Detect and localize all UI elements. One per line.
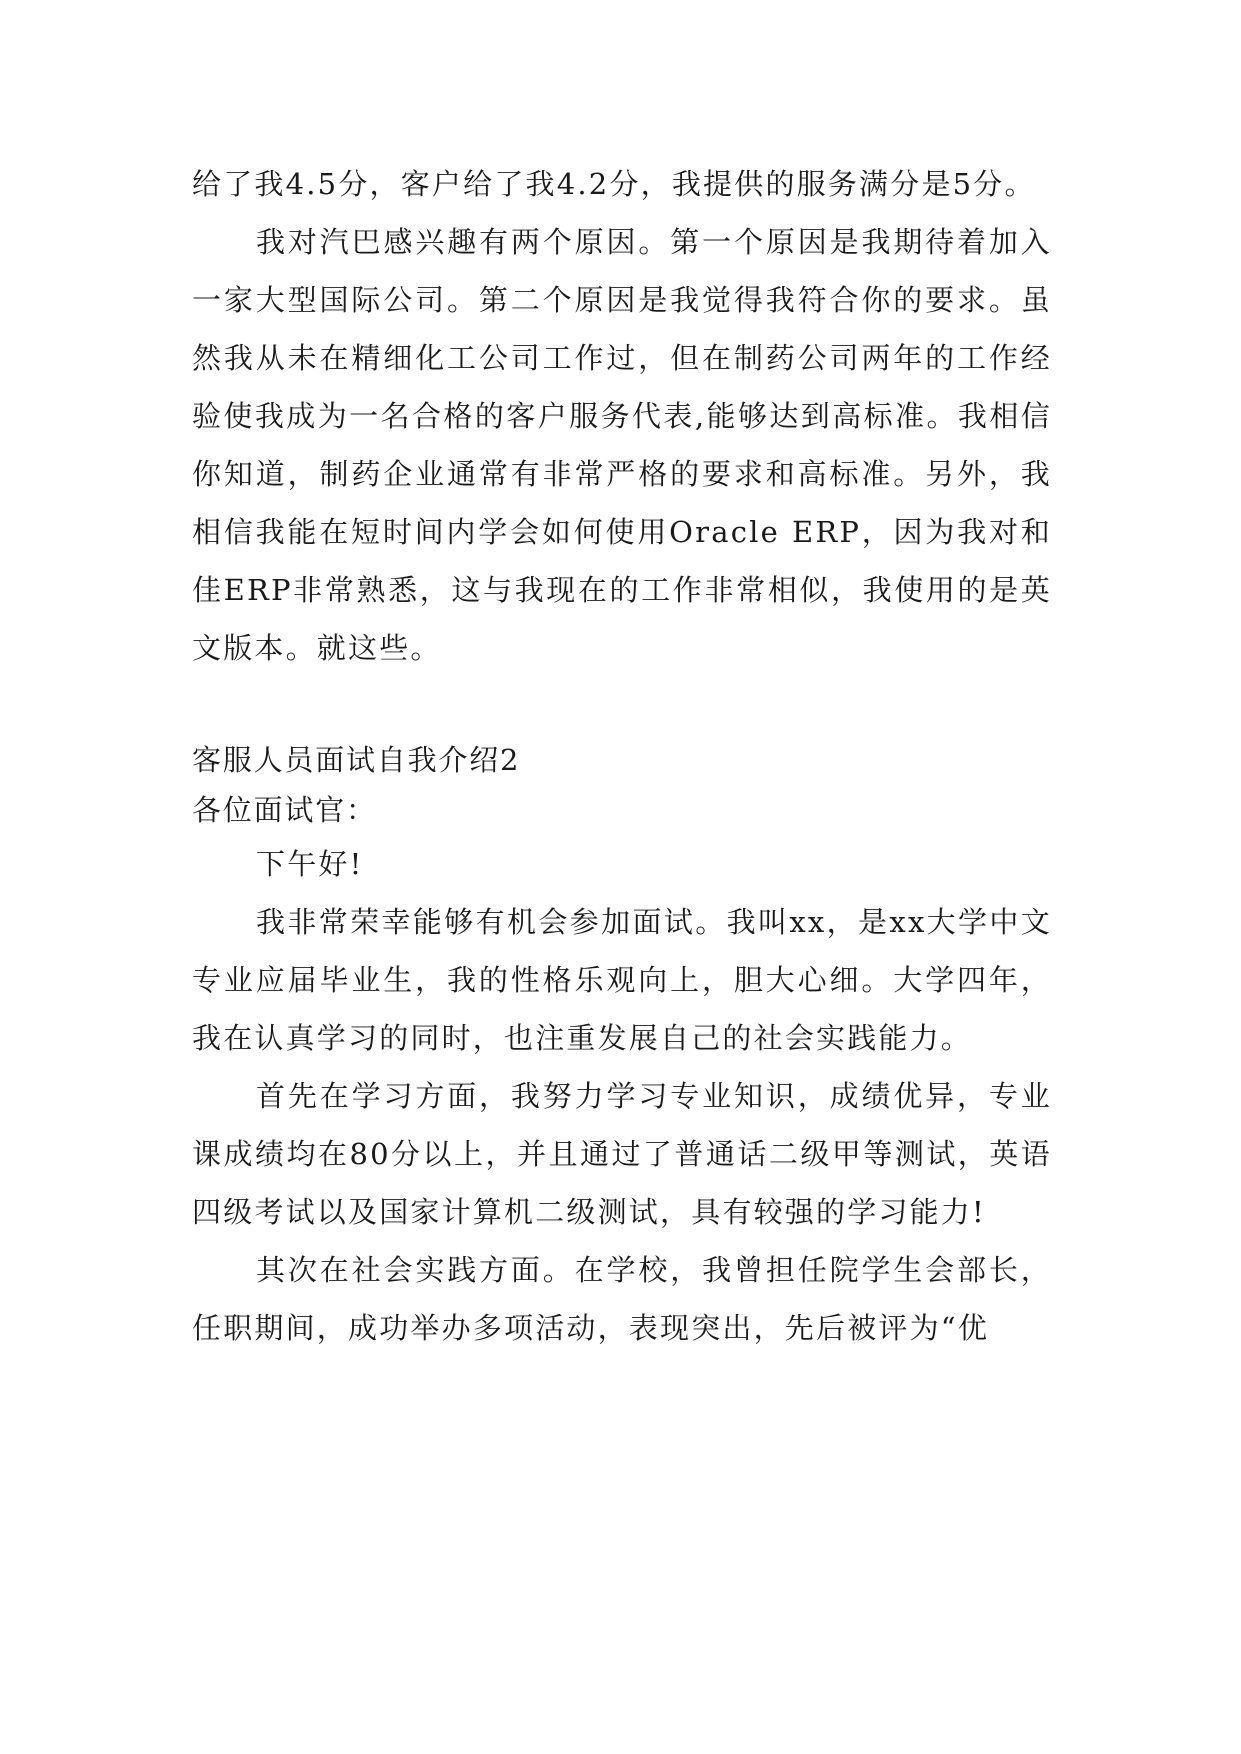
greeting: 下午好! [256,847,364,881]
reasons-paragraph: 我对汽巴感兴趣有两个原因。第一个原因是我期待着加入一家大型国际公司。第二个原因是我觉得我符合你的要求。虽然我从未在精细化工公司工作过，但在制药公司两年的工作经验使我成为一名合格的客户服务代表,能够达到高标准。我相信你知道，制药企业通常有非常严格的要求和高标准。另外，我相信我能在短时间内学会如何使用Oracle ERP，因为我对和佳ERP非常熟悉，这与我现在的工作非常相似，我使用的是英文版本。就这些。 [192,225,1052,665]
practice-paragraph: 其次在社会实践方面。在学校，我曾担任院学生会部长，任职期间，成功举办多项活动，表现突出，先后被评为“优 [192,1253,1052,1345]
section-spacer [192,677,1052,735]
continuation-paragraph: 给了我4.5分，客户给了我4.2分，我提供的服务满分是5分。 [192,167,1036,201]
study-paragraph: 首先在学习方面，我努力学习专业知识，成绩优异，专业课成绩均在80分以上，并且通过了普通话二级甲等测试，英语四级考试以及国家计算机二级测试，具有较强的学习能力! [192,1079,1052,1229]
section-title: 客服人员面试自我介绍2 [192,743,521,777]
document-page [192,155,1052,1357]
salutation: 各位面试官： [192,793,377,827]
intro-paragraph: 我非常荣幸能够有机会参加面试。我叫xx，是xx大学中文专业应届毕业生，我的性格乐观向上，胆大心细。大学四年，我在认真学习的同时，也注重发展自己的社会实践能力。 [192,905,1052,1055]
